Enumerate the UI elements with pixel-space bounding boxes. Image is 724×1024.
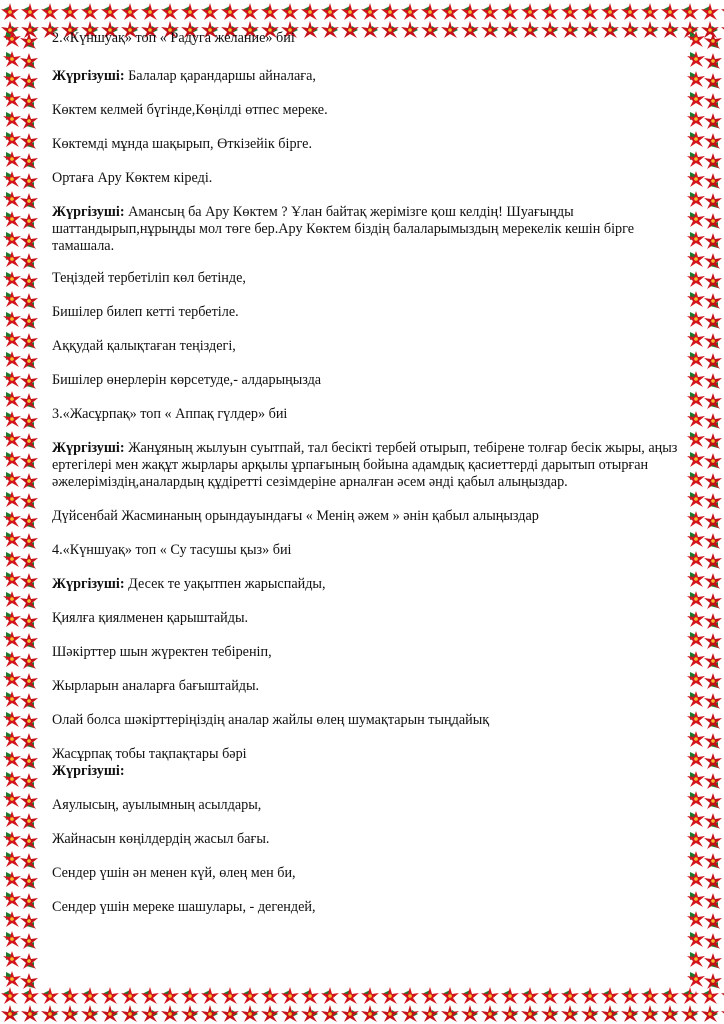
paragraph-text: Жайнасын көңілдердің жасыл бағы. (52, 831, 270, 847)
paragraph (52, 746, 682, 763)
paragraph (52, 440, 682, 491)
poinsettia-flower-icon (684, 30, 724, 994)
paragraph (52, 68, 682, 85)
paragraph (52, 304, 682, 321)
paragraph-text: Теңіздей тербетіліп көл бетінде, (52, 270, 246, 286)
paragraph-text: Ортаға Ару Көктем кіреді. (52, 170, 213, 186)
paragraph (52, 136, 682, 153)
paragraph-text: Бишілер билеп кетті тербетіле. (52, 304, 239, 320)
paragraph (52, 102, 682, 119)
poinsettia-flower-icon (0, 30, 40, 994)
flower-border-left (0, 30, 40, 994)
paragraph (52, 372, 682, 389)
speaker-label: Жүргізуші: (52, 763, 125, 779)
paragraph (52, 865, 682, 882)
paragraph (52, 204, 682, 255)
paragraph (52, 542, 682, 559)
paragraph-text: Амансың ба Ару Көктем ? Ұлан байтақ жерімізге қош келдің! Шуағыңды шаттандырып,нұрыңды мол төге бер.Ару Көктем біздің балаларымыздың мерекелік кешін бірге тамашала. (52, 204, 635, 254)
paragraph-text: Аяулысың, ауылымның асылдары, (52, 797, 262, 813)
paragraph (52, 508, 682, 525)
paragraph (52, 270, 682, 287)
paragraph-text: Бишілер өнерлерін көрсетуде,- алдарыңызда (52, 372, 322, 388)
paragraph (52, 763, 682, 780)
speaker-label: Жүргізуші: (52, 204, 125, 220)
paragraph (52, 576, 682, 593)
paragraph-text: Десек те уақытпен жарыспайды, (124, 576, 326, 592)
flower-border-right (684, 30, 724, 994)
paragraph (52, 797, 682, 814)
paragraph-text: Қиялға қиялменен қарыштайды. (52, 610, 249, 626)
paragraph-text: Дүйсенбай Жасминаның орындауындағы « Менің әжем » әнін қабыл алыңыздар (52, 508, 539, 524)
speaker-label: Жүргізуші: (52, 576, 125, 592)
paragraph (52, 170, 682, 187)
paragraph (52, 678, 682, 695)
paragraph (52, 831, 682, 848)
paragraph (52, 338, 682, 355)
paragraph (52, 30, 682, 48)
poinsettia-flower-icon (0, 984, 724, 1024)
paragraph-text: Аққудай қалықтаған теңіздегі, (52, 338, 236, 354)
paragraph-text: 4.«Күншуақ» топ « Су тасушы қыз» биі (52, 542, 292, 558)
speaker-label: Жүргізуші: (52, 68, 125, 84)
paragraph-text: Жасұрпақ тобы тақпақтары бәрі (52, 746, 247, 762)
paragraph-text: 3.«Жасұрпақ» топ « Аппақ гүлдер» биі (52, 406, 288, 422)
paragraph (52, 610, 682, 627)
speaker-label: Жүргізуші: (52, 440, 125, 456)
paragraph-text: Көктем келмей бүгінде,Көңілді өтпес мереке. (52, 102, 328, 118)
paragraph (52, 712, 682, 729)
paragraph (52, 644, 682, 661)
paragraph-text: Жырларын аналарға бағыштайды. (52, 678, 260, 694)
paragraph-text: Көктемді мұнда шақырып, Өткізейік бірге. (52, 136, 313, 152)
paragraph (52, 406, 682, 423)
paragraph-text: Жанұяның жылуын суытпай, тал бесікті тербей отырып, тебірене толғар бесік жыры, аңыз ертегілері мен жақұт жырлары арқылы ұрпағының бойына адамдық қасиеттерді дарытып отырған әжелеріміздің,аналардың құдіретті сезімдеріне арналған әсем әнді қабыл алыңыздар. (52, 440, 678, 490)
paragraph (52, 899, 682, 916)
paragraph-text: 2.«Күншуақ» топ « Радуга желание» биі (52, 30, 295, 46)
paragraph-text: Шәкірттер шын жүректен тебіреніп, (52, 644, 272, 660)
flower-border-bottom (0, 984, 724, 1024)
paragraph-text: Балалар қарандаршы айналаға, (124, 68, 316, 84)
paragraph-text: Сендер үшін ән менен күй, өлең мен би, (52, 865, 296, 881)
paragraph-text: Сендер үшін мереке шашулары, - дегендей, (52, 899, 316, 915)
paragraph-text: Олай болса шәкірттеріңіздің аналар жайлы өлең шумақтарын тыңдайық (52, 712, 490, 728)
